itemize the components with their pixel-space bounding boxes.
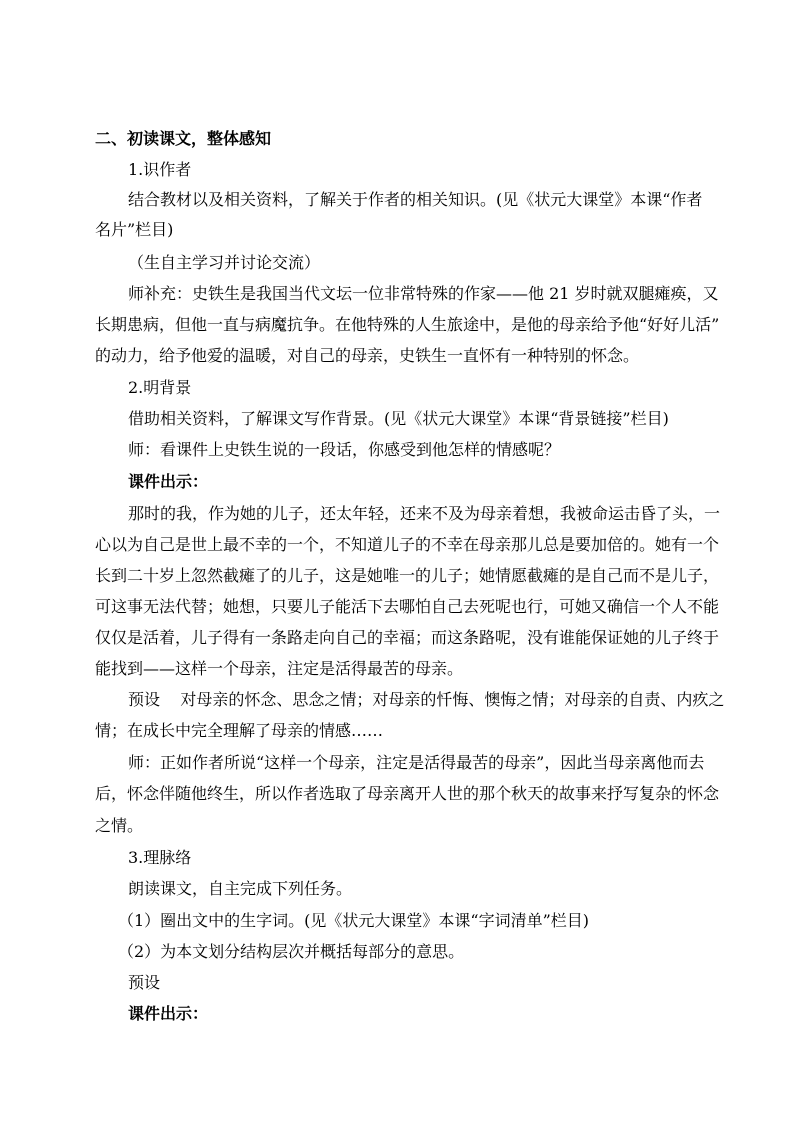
section-heading: 二、初读课文，整体感知 <box>95 129 272 148</box>
quote-line: 可这事无法代替；她想，只要儿子能活下去哪怕自己去死呢也行，可她又确信一个人不能 <box>95 597 720 616</box>
courseware-label: 课件出示： <box>128 1004 209 1023</box>
note-line: （生自主学习并讨论交流） <box>128 253 321 272</box>
task-line: （1）圈出文中的生字词。(见《状元大课堂》本课“字词清单”栏目) <box>118 911 590 930</box>
paragraph-line: 之情。 <box>95 816 144 835</box>
paragraph-line: 借助相关资料，了解课文写作背景。(见《状元大课堂》本课“背景链接”栏目) <box>128 409 669 428</box>
preset-line: 情；在成长中完全理解了母亲的情感…… <box>95 721 384 740</box>
paragraph-line: 的动力，给予他爱的温暖，对自己的母亲，史铁生一直怀有一种特别的怀念。 <box>95 346 640 365</box>
subsection-title: 1.识作者 <box>128 160 192 179</box>
quote-line: 那时的我，作为她的儿子，还太年轻，还来不及为母亲着想，我被命运击昏了头，一 <box>128 504 721 523</box>
subsection-title: 2.明背景 <box>128 378 192 397</box>
quote-line: 长到二十岁上忽然截瘫了的儿子，这是她唯一的儿子；她情愿截瘫的是自己而不是儿子， <box>95 566 720 585</box>
courseware-label: 课件出示： <box>128 472 209 491</box>
paragraph-line: 朗读课文，自主完成下列任务。 <box>128 879 353 898</box>
preset-line: 预设 对母亲的怀念、思念之情；对母亲的忏悔、懊悔之情；对母亲的自责、内疚之 <box>128 690 725 709</box>
quote-line: 能找到——这样一个母亲，注定是活得最苦的母亲。 <box>95 659 464 678</box>
paragraph-line: 师补充：史铁生是我国当代文坛一位非常特殊的作家——他 21 岁时就双腿瘫痪，又 <box>128 284 719 303</box>
paragraph-line: 师：正如作者所说“这样一个母亲，注定是活得最苦的母亲”，因此当母亲离他而去 <box>128 753 705 772</box>
paragraph-line: 后，怀念伴随他终生，所以作者选取了母亲离开人世的那个秋天的故事来抒写复杂的怀念 <box>95 784 720 803</box>
paragraph-line: 结合教材以及相关资料，了解关于作者的相关知识。(见《状元大课堂》本课“作者 <box>128 190 703 209</box>
preset-label: 预设 <box>128 973 161 992</box>
paragraph-line: 名片”栏目) <box>95 220 174 239</box>
paragraph-line: 长期患病，但他一直与病魔抗争。在他特殊的人生旅途中，是他的母亲给予他“好好儿活” <box>95 315 720 334</box>
task-line: （2）为本文划分结构层次并概括每部分的意思。 <box>118 942 465 961</box>
question-line: 师：看课件上史铁生说的一段话，你感受到他怎样的情感呢？ <box>128 440 561 459</box>
quote-line: 心以为自己是世上最不幸的一个，不知道儿子的不幸在母亲那儿总是要加倍的。她有一个 <box>95 535 720 554</box>
quote-line: 仅仅是活着，儿子得有一条路走向自己的幸福；而这条路呢，没有谁能保证她的儿子终于 <box>95 628 720 647</box>
subsection-title: 3.理脉络 <box>128 848 192 867</box>
